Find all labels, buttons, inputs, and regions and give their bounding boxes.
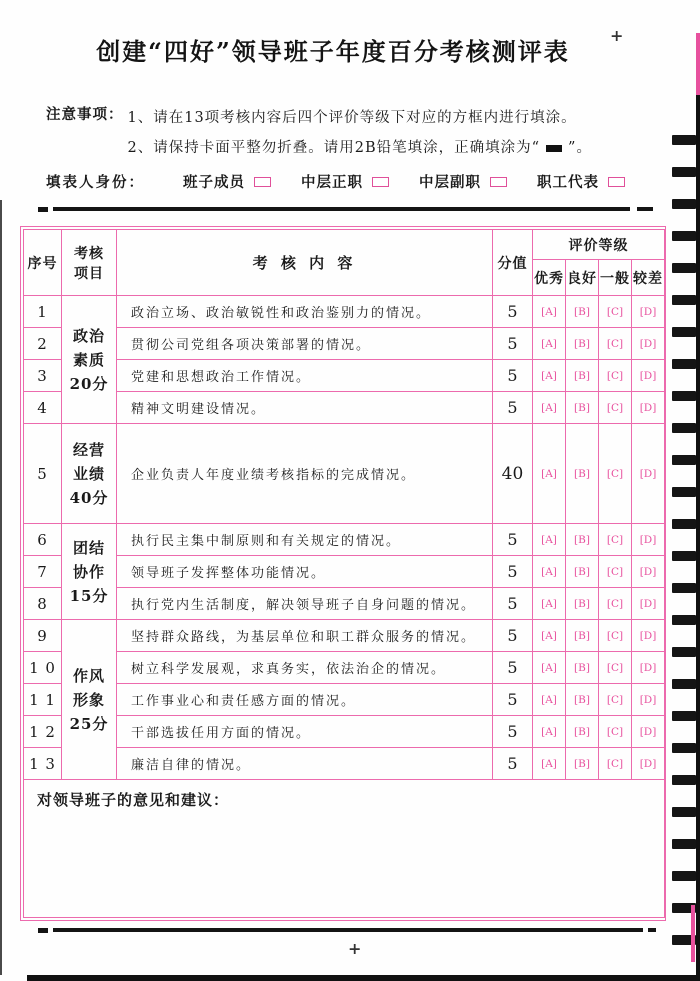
option-bubble-b[interactable]: [B] <box>566 620 599 652</box>
option-bubble-a[interactable]: [A] <box>533 716 566 748</box>
page-title: 创建“四好”领导班子年度百分考核测评表 <box>96 37 570 66</box>
row-score: 5 <box>493 716 533 748</box>
option-bubble-c[interactable]: [C] <box>599 556 632 588</box>
row-content: 坚持群众路线，为基层单位和职工群众服务的情况。 <box>117 620 493 652</box>
timing-mark <box>672 743 696 753</box>
category-line: 团结 <box>72 538 105 557</box>
evaluation-table <box>20 226 666 921</box>
header-grade-excellent: 优秀 <box>533 260 566 296</box>
identity-label: 填表人身份： <box>46 174 145 191</box>
option-bubble-b[interactable]: [B] <box>566 684 599 716</box>
category-political-quality <box>62 296 117 424</box>
row-content: 党建和思想政治工作情况。 <box>117 360 493 392</box>
option-bubble-d[interactable]: [D] <box>632 296 665 328</box>
option-bubble-d[interactable]: [D] <box>632 620 665 652</box>
table-row <box>24 392 665 424</box>
option-bubble-d[interactable]: [D] <box>632 392 665 424</box>
separator-line-top <box>53 207 630 211</box>
category-line: 政治 <box>72 326 105 345</box>
identity-option-label: 中层副职 <box>419 174 481 191</box>
notice-section <box>46 103 592 163</box>
table-row <box>24 748 665 780</box>
row-seq: 8 <box>24 588 62 620</box>
row-content: 贯彻公司党组各项决策部署的情况。 <box>117 328 493 360</box>
option-bubble-d[interactable]: [D] <box>632 748 665 780</box>
row-seq: 6 <box>24 524 62 556</box>
option-bubble-d[interactable]: [D] <box>632 716 665 748</box>
right-edge-black-strip <box>696 95 700 981</box>
table-row <box>24 588 665 620</box>
row-seq: 9 <box>24 620 62 652</box>
identity-checkbox-middle-principal[interactable] <box>372 177 389 187</box>
option-bubble-a[interactable]: [A] <box>533 360 566 392</box>
table-row <box>24 524 665 556</box>
timing-mark <box>672 807 696 817</box>
filled-mark-example-icon <box>546 145 562 152</box>
timing-mark <box>672 295 696 305</box>
row-seq: 5 <box>24 424 62 524</box>
row-score: 5 <box>493 360 533 392</box>
timing-mark <box>672 615 696 625</box>
timing-mark <box>672 455 696 465</box>
option-bubble-c[interactable]: [C] <box>599 392 632 424</box>
timing-mark <box>672 231 696 241</box>
row-seq: 3 <box>24 360 62 392</box>
header-grade-good: 良好 <box>566 260 599 296</box>
option-bubble-b[interactable]: [B] <box>566 716 599 748</box>
row-seq: 7 <box>24 556 62 588</box>
category-line: 40分 <box>69 488 109 507</box>
option-bubble-a[interactable]: [A] <box>533 652 566 684</box>
timing-mark <box>672 839 696 849</box>
category-style-image <box>62 620 117 780</box>
category-line: 业绩 <box>72 464 105 483</box>
timing-mark <box>672 391 696 401</box>
option-bubble-a[interactable]: [A] <box>533 588 566 620</box>
timing-mark <box>672 519 696 529</box>
identity-option-label: 职工代表 <box>537 174 599 191</box>
right-edge-pink-strip-top <box>696 33 700 95</box>
row-seq: 1 <box>24 296 62 328</box>
option-bubble-d[interactable]: [D] <box>632 524 665 556</box>
identity-option-middle-deputy <box>419 171 507 192</box>
option-bubble-c[interactable]: [C] <box>599 360 632 392</box>
table-row <box>24 296 665 328</box>
header-grade-poor: 较差 <box>632 260 665 296</box>
table-row <box>24 716 665 748</box>
table-row <box>24 556 665 588</box>
option-bubble-b[interactable]: [B] <box>566 392 599 424</box>
row-score: 5 <box>493 524 533 556</box>
option-bubble-d[interactable]: [D] <box>632 328 665 360</box>
notice-line-2-text: 2、请保持卡面平整勿折叠。请用2B铅笔填涂，正确填涂为“ <box>127 140 541 156</box>
option-bubble-c[interactable]: [C] <box>599 748 632 780</box>
row-content: 工作事业心和责任感方面的情况。 <box>117 684 493 716</box>
option-bubble-d[interactable]: [D] <box>632 588 665 620</box>
option-bubble-a[interactable]: [A] <box>533 556 566 588</box>
option-bubble-a[interactable]: [A] <box>533 684 566 716</box>
timing-mark <box>672 647 696 657</box>
category-business-performance <box>62 424 117 524</box>
option-bubble-c[interactable]: [C] <box>599 296 632 328</box>
timing-mark <box>672 327 696 337</box>
row-score: 5 <box>493 748 533 780</box>
category-line: 协作 <box>72 562 105 581</box>
option-bubble-b[interactable]: [B] <box>566 652 599 684</box>
row-seq: 1 3 <box>24 748 62 780</box>
option-bubble-d[interactable]: [D] <box>632 424 665 524</box>
header-grade-fair: 一般 <box>599 260 632 296</box>
option-bubble-c[interactable]: [C] <box>599 588 632 620</box>
row-score: 5 <box>493 328 533 360</box>
option-bubble-a[interactable]: [A] <box>533 524 566 556</box>
identity-option-middle-principal <box>301 171 389 192</box>
timing-mark <box>672 263 696 273</box>
option-bubble-b[interactable]: [B] <box>566 556 599 588</box>
header-grade-group: 评价等级 <box>533 230 665 260</box>
timing-mark <box>672 551 696 561</box>
header-seq: 序号 <box>24 230 62 296</box>
timing-mark <box>672 359 696 369</box>
row-score: 40 <box>493 424 533 524</box>
table-row <box>24 328 665 360</box>
row-content: 树立科学发展观，求真务实，依法治企的情况。 <box>117 652 493 684</box>
header-category <box>62 230 117 296</box>
header-content: 考 核 内 容 <box>117 230 493 296</box>
table-row <box>24 652 665 684</box>
separator-line-bottom <box>53 928 643 932</box>
comments-area[interactable]: 对领导班子的意见和建议： <box>24 780 665 918</box>
identity-checkbox-team-member[interactable] <box>254 177 271 187</box>
row-score: 5 <box>493 684 533 716</box>
category-line: 15分 <box>69 586 109 605</box>
category-line: 素质 <box>72 350 105 369</box>
separator-dash-right-bottom <box>648 928 656 932</box>
respondent-identity-row <box>46 171 655 192</box>
identity-option-team-member <box>183 171 271 192</box>
option-bubble-a[interactable]: [A] <box>533 328 566 360</box>
row-score: 5 <box>493 556 533 588</box>
row-seq: 4 <box>24 392 62 424</box>
row-score: 5 <box>493 296 533 328</box>
option-bubble-a[interactable]: [A] <box>533 392 566 424</box>
registration-plus-bottom-icon: + <box>348 939 362 958</box>
left-edge-line <box>0 200 2 975</box>
right-edge-pink-strip-bottom <box>691 905 695 962</box>
option-bubble-a[interactable]: [A] <box>533 620 566 652</box>
table-row <box>24 684 665 716</box>
option-bubble-d[interactable]: [D] <box>632 652 665 684</box>
row-content: 干部选拔任用方面的情况。 <box>117 716 493 748</box>
option-bubble-d[interactable]: [D] <box>632 684 665 716</box>
row-seq: 1 1 <box>24 684 62 716</box>
category-unity-cooperation <box>62 524 117 620</box>
notice-line-1: 1、请在13项考核内容后四个评价等级下对应的方框内进行填涂。 <box>127 110 577 126</box>
option-bubble-b[interactable]: [B] <box>566 296 599 328</box>
timing-mark <box>672 167 696 177</box>
header-category-line1: 考核 <box>74 245 104 262</box>
category-line: 20分 <box>69 374 109 393</box>
option-bubble-b[interactable]: [B] <box>566 748 599 780</box>
comments-row <box>24 780 665 918</box>
option-bubble-a[interactable]: [A] <box>533 424 566 524</box>
timing-mark <box>672 135 696 145</box>
row-score: 5 <box>493 652 533 684</box>
row-content: 政治立场、政治敏锐性和政治鉴别力的情况。 <box>117 296 493 328</box>
identity-option-label: 中层正职 <box>301 174 363 191</box>
row-content: 企业负责人年度业绩考核指标的完成情况。 <box>117 424 493 524</box>
timing-mark <box>672 423 696 433</box>
bottom-edge-black-strip <box>27 975 700 981</box>
separator-dash-right <box>637 207 653 211</box>
category-line: 经营 <box>72 440 105 459</box>
option-bubble-c[interactable]: [C] <box>599 652 632 684</box>
option-bubble-b[interactable]: [B] <box>566 424 599 524</box>
option-bubble-c[interactable]: [C] <box>599 684 632 716</box>
option-bubble-d[interactable]: [D] <box>632 360 665 392</box>
category-line: 25分 <box>69 714 109 733</box>
header-category-line2: 项目 <box>74 265 104 282</box>
timing-mark <box>672 871 696 881</box>
table-row <box>24 360 665 392</box>
timing-mark <box>672 487 696 497</box>
identity-option-label: 班子成员 <box>183 174 245 191</box>
row-seq: 2 <box>24 328 62 360</box>
option-bubble-b[interactable]: [B] <box>566 328 599 360</box>
option-bubble-c[interactable]: [C] <box>599 424 632 524</box>
row-score: 5 <box>493 392 533 424</box>
category-line: 形象 <box>72 690 105 709</box>
option-bubble-c[interactable]: [C] <box>599 620 632 652</box>
notice-label: 注意事项： <box>46 106 124 123</box>
row-content: 执行民主集中制原则和有关规定的情况。 <box>117 524 493 556</box>
category-line: 作风 <box>72 666 105 685</box>
option-bubble-b[interactable]: [B] <box>566 524 599 556</box>
timing-mark <box>672 679 696 689</box>
separator-square-left-bottom <box>38 928 48 933</box>
identity-checkbox-staff-rep[interactable] <box>608 177 625 187</box>
row-seq: 1 2 <box>24 716 62 748</box>
separator-square-left <box>38 207 48 212</box>
table-row <box>24 620 665 652</box>
option-bubble-b[interactable]: [B] <box>566 360 599 392</box>
row-score: 5 <box>493 588 533 620</box>
row-content: 执行党内生活制度，解决领导班子自身问题的情况。 <box>117 588 493 620</box>
notice-line-2-end: ”。 <box>568 140 592 156</box>
option-bubble-b[interactable]: [B] <box>566 588 599 620</box>
option-bubble-a[interactable]: [A] <box>533 296 566 328</box>
row-content: 精神文明建设情况。 <box>117 392 493 424</box>
row-content: 廉洁自律的情况。 <box>117 748 493 780</box>
timing-mark <box>672 711 696 721</box>
registration-plus-top-icon: + <box>610 26 624 45</box>
timing-mark <box>672 583 696 593</box>
timing-mark <box>672 775 696 785</box>
option-bubble-c[interactable]: [C] <box>599 328 632 360</box>
timing-mark <box>672 199 696 209</box>
row-score: 5 <box>493 620 533 652</box>
identity-checkbox-middle-deputy[interactable] <box>490 177 507 187</box>
row-seq: 1 0 <box>24 652 62 684</box>
table-row <box>24 424 665 524</box>
option-bubble-d[interactable]: [D] <box>632 556 665 588</box>
notice-line-2 <box>128 133 592 163</box>
row-content: 领导班子发挥整体功能情况。 <box>117 556 493 588</box>
option-bubble-a[interactable]: [A] <box>533 748 566 780</box>
identity-option-staff-rep <box>537 171 625 192</box>
header-score: 分值 <box>493 230 533 296</box>
option-bubble-c[interactable]: [C] <box>599 524 632 556</box>
option-bubble-c[interactable]: [C] <box>599 716 632 748</box>
